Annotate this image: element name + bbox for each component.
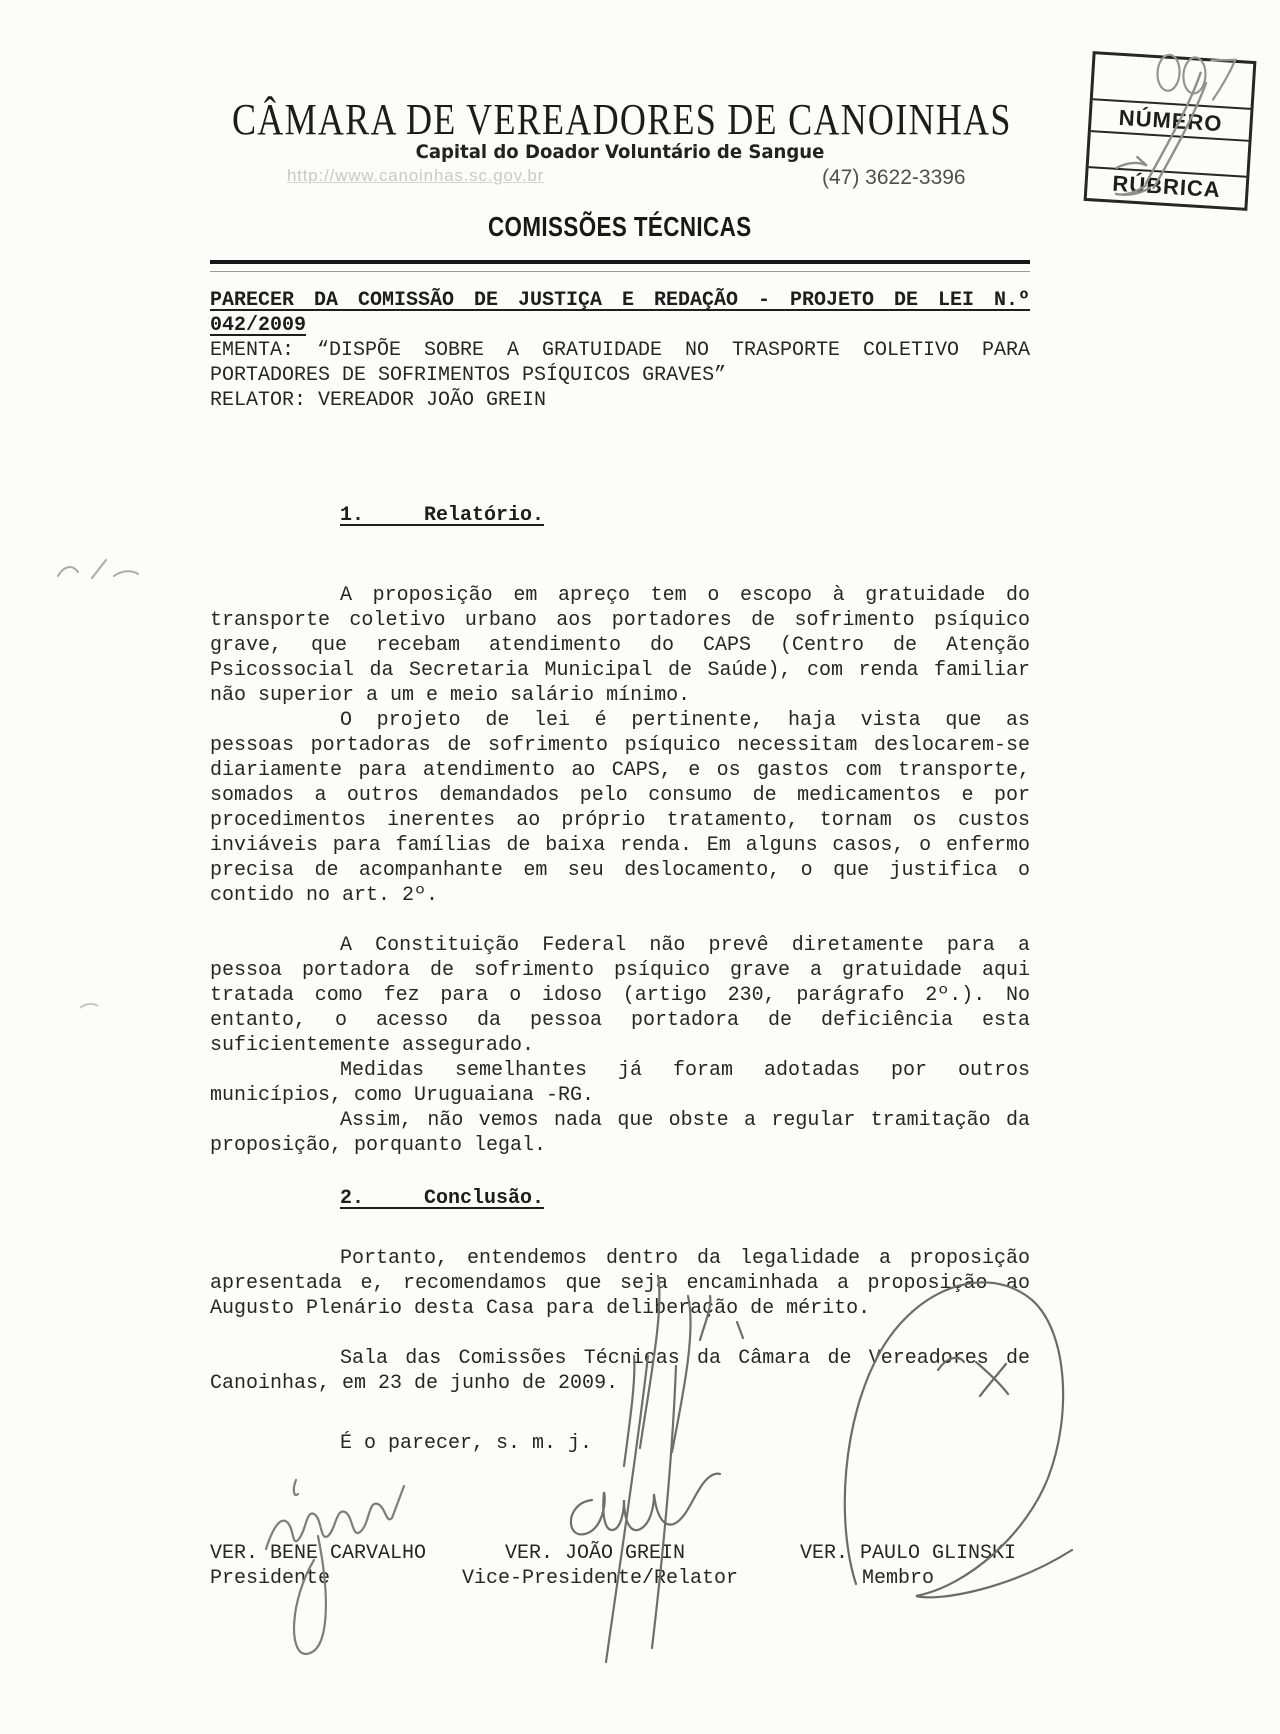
paragraph-line: pessoa portadora de sofrimento psíquico grave a gratuidade aqui [210,959,1030,982]
paragraph-line: Psicossocial da Secretaria Municipal de Saúde), com renda familiar [210,659,1030,682]
signer-role: Vice-Presidente/Relator [462,1567,739,1590]
paragraph-3 [210,933,1030,1058]
signer-role: Membro [862,1567,935,1590]
paragraph-line: Augusto Plenário desta Casa para deliberação de mérito. [210,1297,871,1320]
relator-line: RELATOR: VEREADOR JOÃO GREIN [210,389,547,412]
section-1-heading [340,503,1030,528]
paragraph-line: contido no art. 2º. [210,884,439,907]
paragraph-line: somados a outros demandados pelo consumo de medicamentos e por [210,784,1030,807]
paragraph-6 [210,1246,1030,1321]
doc-title-line-1: PARECER DA COMISSÃO DE JUSTIÇA E REDAÇÃO - PROJETO DE LEI N.º [210,289,1030,312]
org-motto: Capital do Doador Voluntário de Sangue [415,141,825,163]
paragraph-line: não superior a um e meio salário mínimo. [210,684,691,707]
paragraph-line: transporte coletivo urbano aos portadores de sofrimento psíquico [210,609,1030,632]
paragraph-2 [210,708,1030,908]
margin-mark [58,560,138,578]
paragraph-7 [210,1346,1030,1396]
ementa-line-1: EMENTA: “DISPÕE SOBRE A GRATUIDADE NO TRASPORTE COLETIVO PARA [210,339,1030,362]
stamp-box [1084,51,1257,211]
document-body [210,288,1030,1601]
section-title: COMISSÕES TÉCNICAS [488,211,752,242]
paragraph-line: entanto, o acesso da pessoa portadora de deficiência esta [210,1009,1030,1032]
doc-title-line-2 [210,313,1030,338]
section-2-heading-text: 2. Conclusão. [340,1187,545,1210]
divider-rule-thin [210,271,1030,272]
paragraph-line: proposição, porquanto legal. [210,1134,547,1157]
paragraph-line: Canoinhas, em 23 de junho de 2009. [210,1372,619,1395]
paragraph-line: Medidas semelhantes já foram adotadas por outros [340,1059,1030,1082]
paragraph-line: apresentada e, recomendamos que seja encaminhada a proposição ao [210,1272,1030,1295]
divider-rule-thick [210,260,1030,264]
paragraph-line: A Constituição Federal não prevê diretamente para a [340,934,1030,957]
paragraph-line: Assim, não vemos nada que obste a regular tramitação da [340,1109,1030,1132]
ementa-line-2: PORTADORES DE SOFRIMENTOS PSÍQUICOS GRAVES” [210,364,727,387]
margin-mark [80,1004,98,1008]
paragraph-line: tratada como fez para o idoso (artigo 230, parágrafo 2º.). No [210,984,1030,1007]
signer-name: VER. PAULO GLINSKI [800,1542,1017,1565]
stamp-rubric-label: RÚBRICA [1087,166,1247,206]
paragraph-line: A proposição em apreço tem o escopo à gratuidade do [340,584,1030,607]
paragraph-line: grave, que recebam atendimento do CAPS (Centro de Atenção [210,634,1030,657]
signer-role: Presidente [210,1567,331,1590]
signer-name: VER. BENE CARVALHO [210,1542,427,1565]
paragraph-1 [210,583,1030,708]
closing-line: É o parecer, s. m. j. [340,1432,593,1455]
paragraph-line: Portanto, entendemos dentro da legalidade a proposição [340,1247,1030,1270]
stamp-number-label: NÚMERO [1091,98,1251,140]
paragraph-4 [210,1058,1030,1108]
paragraph-line: Sala das Comissões Técnicas da Câmara de Vereadores de [340,1347,1030,1370]
signer-name: VER. JOÃO GREIN [505,1542,686,1565]
paragraph-line: O projeto de lei é pertinente, haja vista que as [340,709,1030,732]
paragraph-line: diariamente para atendimento ao CAPS, e os gastos com transporte, [210,759,1030,782]
signature-block [210,1541,1030,1601]
paragraph-line: pessoas portadoras de sofrimento psíquico necessitam deslocarem-se [210,734,1030,757]
website-url: http://www.canoinhas.sc.gov.br [287,166,545,185]
phone-number: (47) 3622-3396 [822,166,966,189]
paragraph-line: procedimentos inerentes ao próprio tratamento, tornam os custos [210,809,1030,832]
paragraph-line: inviáveis para famílias de baixa renda. Em alguns casos, o enfermo [210,834,1030,857]
paragraph-line: suficientemente assegurado. [210,1034,535,1057]
paragraph-line: municípios, como Uruguaiana -RG. [210,1084,595,1107]
section-title-wrap [210,211,1030,243]
section-1-heading-text: 1. Relatório. [340,504,545,527]
section-2-heading [340,1186,1030,1211]
doc-title-number: 042/2009 [210,314,307,337]
paragraph-line: precisa de acompanhante em seu deslocamento, o que justifica o [210,859,1030,882]
org-name: CÂMARA DE VEREADORES DE CANOINHAS [232,95,1012,144]
paragraph-5 [210,1108,1030,1158]
